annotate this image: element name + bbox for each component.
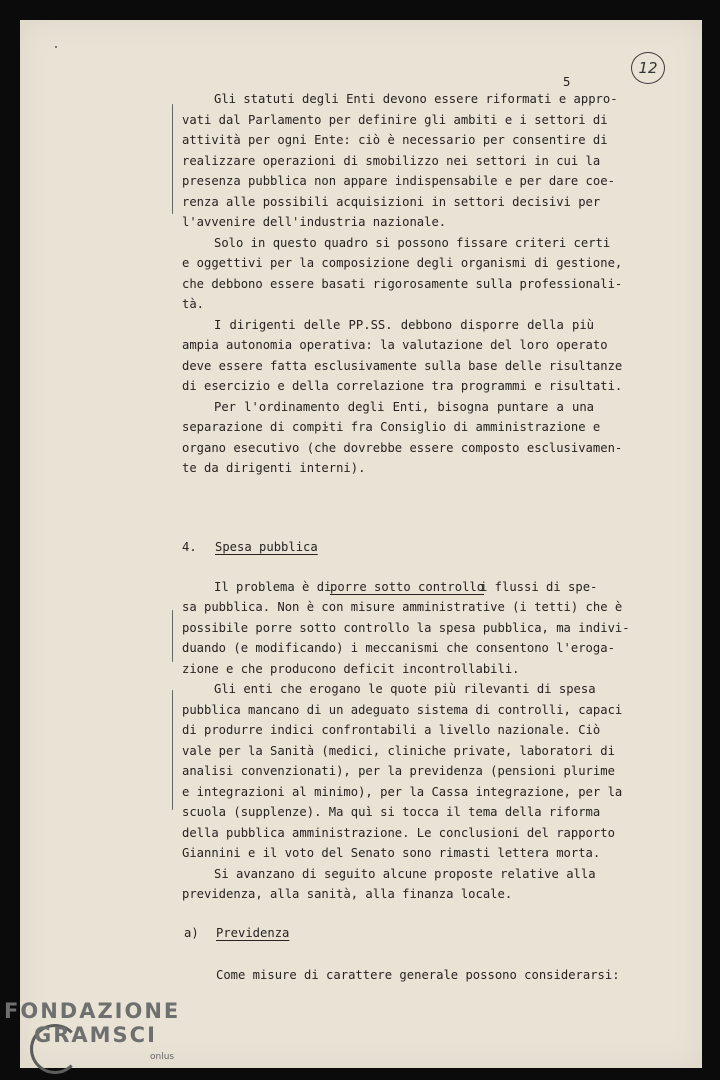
text-line: vati dal Parlamento per definire gli ambiti e i settori di xyxy=(182,113,608,127)
text-line: e integrazioni al minimo), per la Cassa integrazione, per la xyxy=(182,785,623,799)
watermark-line1: FONDAZIONE xyxy=(4,999,181,1023)
section-number: 4. xyxy=(182,540,197,554)
margin-bracket-mark xyxy=(172,610,173,662)
text-line-start: Il problema è di xyxy=(214,580,332,594)
text-line: analisi convenzionati), per la previdenza (pensioni plurime xyxy=(182,764,615,778)
text-line: Come misure di carattere generale possono considerarsi: xyxy=(216,968,620,982)
text-line: Si avanzano di seguito alcune proposte relative alla xyxy=(214,867,596,881)
text-line: Per l'ordinamento degli Enti, bisogna puntare a una xyxy=(214,400,594,414)
subsection-title: Previdenza xyxy=(216,926,290,940)
text-line: organo esecutivo (che dovrebbe essere composto esclusivamen- xyxy=(182,441,623,455)
text-line: di produrre indici confrontabili a livello nazionale. Ciò xyxy=(182,723,601,737)
text-line: di esercizio e della correlazione tra programmi e risultati. xyxy=(182,379,623,393)
text-line: renza alle possibili acquisizioni in settori decisivi per xyxy=(182,195,601,209)
paper-speck xyxy=(55,46,57,48)
text-line: l'avvenire dell'industria nazionale. xyxy=(182,215,447,229)
subsection-label: a) xyxy=(184,926,199,940)
margin-bracket-mark xyxy=(172,690,173,810)
text-line: attività per ogni Ente: ciò è necessario per consentire di xyxy=(182,133,608,147)
text-line: e oggettivi per la composizione degli organismi di gestione, xyxy=(182,256,623,270)
text-line: Gli enti che erogano le quote più rilevanti di spesa xyxy=(214,682,596,696)
watermark-line3: onlus xyxy=(150,1052,175,1062)
underlined-phrase: porre sotto controllo xyxy=(330,580,485,594)
text-line: realizzare operazioni di smobilizzo nei settori in cui la xyxy=(182,154,601,168)
text-line: zione e che producono deficit incontrollabili. xyxy=(182,662,520,676)
text-line: I dirigenti delle PP.SS. debbono disporre della più xyxy=(214,318,594,332)
text-line: sa pubblica. Non è con misure amministrative (i tetti) che è xyxy=(182,600,623,614)
text-line: presenza pubblica non appare indispensabile e per dare coe- xyxy=(182,174,615,188)
text-line: scuola (supplenze). Ma quì si tocca il tema della riforma xyxy=(182,805,601,819)
section-title: Spesa pubblica xyxy=(215,540,318,554)
text-line: separazione di compiti fra Consiglio di amministrazione e xyxy=(182,420,601,434)
text-line: ampia autonomia operativa: la valutazione del loro operato xyxy=(182,338,608,352)
text-line: possibile porre sotto controllo la spesa pubblica, ma indivi- xyxy=(182,621,630,635)
text-line: della pubblica amministrazione. Le conclusioni del rapporto xyxy=(182,826,615,840)
archive-stamp-number: 12 xyxy=(631,52,665,84)
text-line: previdenza, alla sanità, alla finanza locale. xyxy=(182,887,513,901)
text-line: tà. xyxy=(182,297,205,311)
text-line: duando (e modificando) i meccanismi che consentono l'eroga- xyxy=(182,641,615,655)
text-line-end: i flussi di spe- xyxy=(480,580,598,594)
text-line: deve essere fatta esclusivamente sulla base delle risultanze xyxy=(182,359,623,373)
page-number: 5 xyxy=(563,75,571,89)
text-line: Gli statuti degli Enti devono essere riformati e appro- xyxy=(214,92,618,106)
watermark-line2: GRAMSCI xyxy=(34,1023,157,1047)
text-line: Solo in questo quadro si possono fissare criteri certi xyxy=(214,236,611,250)
text-line: pubblica mancano di un adeguato sistema di controlli, capaci xyxy=(182,703,623,717)
text-line: Giannini e il voto del Senato sono rimasti lettera morta. xyxy=(182,846,601,860)
text-line: che debbono essere basati rigorosamente sulla professionali- xyxy=(182,277,623,291)
text-line: vale per la Sanità (medici, cliniche private, laboratori di xyxy=(182,744,615,758)
margin-bracket-mark xyxy=(172,104,173,214)
text-line: te da dirigenti interni). xyxy=(182,461,366,475)
